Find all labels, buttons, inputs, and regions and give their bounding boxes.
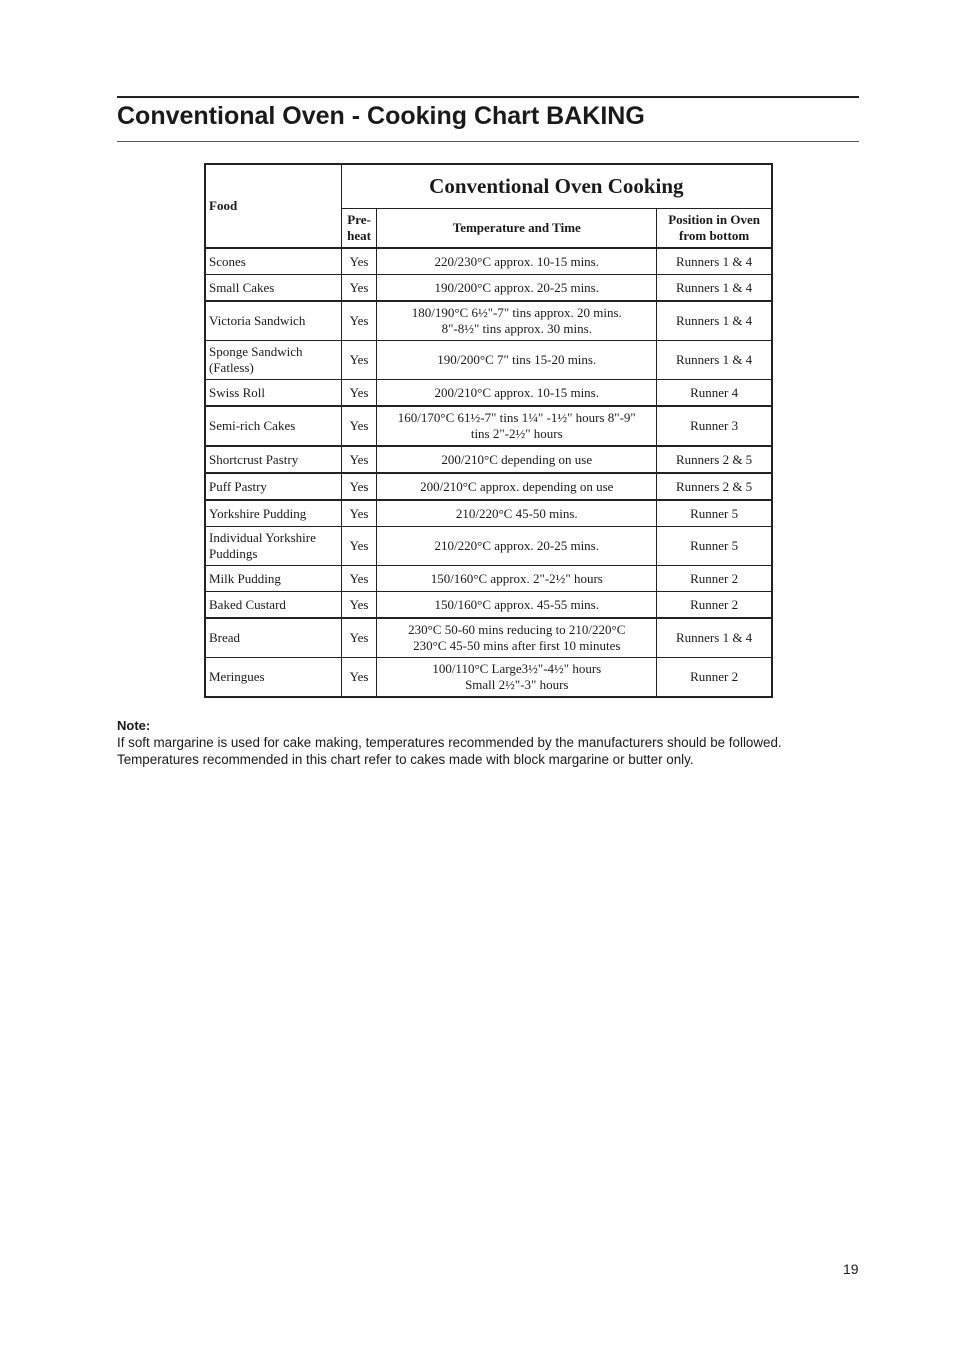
page-title: Conventional Oven - Cooking Chart BAKING (117, 102, 645, 130)
food-name-line1: Scones (209, 253, 246, 269)
food-name-line1: Swiss Roll (209, 384, 265, 400)
food-cell (205, 473, 341, 500)
table-row (205, 500, 772, 527)
food-name-line1: Individual Yorkshire (209, 530, 316, 545)
temperature-time-cell (377, 248, 657, 275)
preheat-cell: Yes (341, 473, 377, 500)
temperature-line1: 220/230°C approx. 10-15 mins. (434, 253, 599, 269)
temperature-line2: tins 2"-2½" hours (470, 426, 563, 441)
position-cell: Runner 4 (657, 380, 772, 407)
food-cell (205, 618, 341, 658)
position-cell: Runner 2 (657, 566, 772, 592)
position-column-header (657, 208, 772, 248)
preheat-cell: Yes (341, 248, 377, 275)
note-line-1: If soft margarine is used for cake making, temperatures recommended by the manufacturers should be followed. (117, 735, 782, 750)
food-name-line2: Puddings (209, 546, 258, 561)
temperature-time-cell (377, 527, 657, 566)
chart-body (205, 248, 772, 697)
preheat-cell: Yes (341, 275, 377, 302)
temperature-time-cell (377, 380, 657, 407)
temperature-line1: 190/200°C approx. 20-25 mins. (434, 279, 599, 295)
position-cell: Runner 2 (657, 658, 772, 698)
temperature-time-cell (377, 301, 657, 341)
food-name-line1: Sponge Sandwich (209, 344, 303, 359)
table-row (205, 566, 772, 592)
table-row (205, 473, 772, 500)
food-name-line1: Shortcrust Pastry (209, 451, 299, 467)
food-cell (205, 592, 341, 619)
food-name-line1: Yorkshire Pudding (209, 505, 307, 521)
preheat-cell: Yes (341, 446, 377, 473)
table-row (205, 301, 772, 341)
preheat-column-header (341, 208, 377, 248)
temperature-time-cell (377, 500, 657, 527)
table-row (205, 248, 772, 275)
note-label: Note: (117, 718, 151, 733)
temperature-line2: Small 2½"-3" hours (465, 677, 569, 692)
preheat-cell: Yes (341, 380, 377, 407)
food-cell (205, 446, 341, 473)
table-row (205, 527, 772, 566)
page-title-bar (117, 96, 859, 142)
food-name-line1: Small Cakes (209, 279, 275, 295)
food-name-line1: Bread (209, 630, 241, 645)
temperature-time-cell (377, 566, 657, 592)
table-row (205, 341, 772, 380)
position-cell: Runners 1 & 4 (657, 618, 772, 658)
position-header-line1: Position in Oven (668, 211, 760, 227)
temperature-time-cell (377, 658, 657, 698)
table-row (205, 618, 772, 658)
temperature-line1: 190/200°C 7" tins 15-20 mins. (437, 352, 597, 367)
temperature-line1: 210/220°C 45-50 mins. (455, 505, 578, 521)
food-cell (205, 406, 341, 446)
temperature-time-cell (377, 406, 657, 446)
preheat-cell: Yes (341, 406, 377, 446)
food-name-line2: (Fatless) (209, 360, 254, 375)
temperature-time-cell (377, 341, 657, 380)
position-cell: Runners 2 & 5 (657, 473, 772, 500)
food-cell (205, 566, 341, 592)
food-name-line1: Meringues (209, 669, 265, 684)
temperature-time-cell (377, 473, 657, 500)
temperature-time-cell (377, 592, 657, 619)
table-row (205, 275, 772, 302)
position-cell: Runners 1 & 4 (657, 248, 772, 275)
preheat-cell: Yes (341, 301, 377, 341)
food-name-line1: Milk Pudding (209, 570, 281, 586)
temperature-line1: 210/220°C approx. 20-25 mins. (434, 538, 599, 553)
temperature-line1: 150/160°C approx. 45-55 mins. (434, 596, 599, 612)
food-cell (205, 341, 341, 380)
food-cell (205, 301, 341, 341)
position-cell: Runner 2 (657, 592, 772, 619)
preheat-header-line2: heat (347, 227, 371, 243)
food-cell (205, 275, 341, 302)
position-cell: Runners 1 & 4 (657, 341, 772, 380)
food-cell (205, 248, 341, 275)
position-cell: Runners 2 & 5 (657, 446, 772, 473)
preheat-cell: Yes (341, 341, 377, 380)
position-cell: Runners 1 & 4 (657, 301, 772, 341)
preheat-cell: Yes (341, 658, 377, 698)
table-row (205, 406, 772, 446)
preheat-header-line1: Pre- (347, 211, 371, 227)
food-name-line1: Puff Pastry (209, 478, 267, 494)
preheat-cell: Yes (341, 527, 377, 566)
food-cell (205, 658, 341, 698)
page-number: 19 (843, 1261, 859, 1277)
food-name-line1: Baked Custard (209, 596, 286, 612)
preheat-cell: Yes (341, 592, 377, 619)
position-cell: Runner 3 (657, 406, 772, 446)
temperature-line1: 180/190°C 6½"-7" tins approx. 20 mins. (411, 305, 622, 320)
temperature-line1: 100/110°C Large3½"-4½" hours (432, 661, 602, 676)
preheat-cell: Yes (341, 566, 377, 592)
position-cell: Runners 1 & 4 (657, 275, 772, 302)
food-cell (205, 500, 341, 527)
temperature-line1: 230°C 50-60 mins reducing to 210/220°C (408, 622, 626, 637)
food-name-line1: Semi-rich Cakes (209, 418, 296, 433)
preheat-cell: Yes (341, 618, 377, 658)
temperature-time-cell (377, 618, 657, 658)
baking-chart-table (204, 163, 773, 698)
position-header-line2: from bottom (679, 227, 750, 243)
temperature-line1: 200/210°C approx. depending on use (420, 478, 614, 494)
temperature-line2: 230°C 45-50 mins after first 10 minutes (413, 638, 621, 653)
table-row (205, 592, 772, 619)
food-cell (205, 527, 341, 566)
temperature-line1: 150/160°C approx. 2"-2½" hours (430, 570, 603, 586)
temperature-line1: 200/210°C approx. 10-15 mins. (434, 384, 599, 400)
table-row (205, 446, 772, 473)
position-cell: Runner 5 (657, 527, 772, 566)
position-cell: Runner 5 (657, 500, 772, 527)
temperature-time-cell (377, 275, 657, 302)
table-row (205, 658, 772, 698)
conventional-oven-cooking-header: Conventional Oven Cooking (341, 164, 772, 208)
temperature-line2: 8"-8½" tins approx. 30 mins. (441, 321, 592, 336)
table-row (205, 380, 772, 407)
temperature-time-column-header: Temperature and Time (377, 208, 657, 248)
note-line-2: Temperatures recommended in this chart refer to cakes made with block margarine or butter only. (117, 752, 694, 767)
temperature-time-cell (377, 446, 657, 473)
food-column-header: Food (205, 164, 341, 248)
food-cell (205, 380, 341, 407)
food-name-line1: Victoria Sandwich (209, 313, 306, 328)
temperature-line1: 160/170°C 61½-7" tins 1¼" -1½" hours 8"-9" (397, 410, 636, 425)
preheat-cell: Yes (341, 500, 377, 527)
temperature-line1: 200/210°C depending on use (441, 451, 593, 467)
